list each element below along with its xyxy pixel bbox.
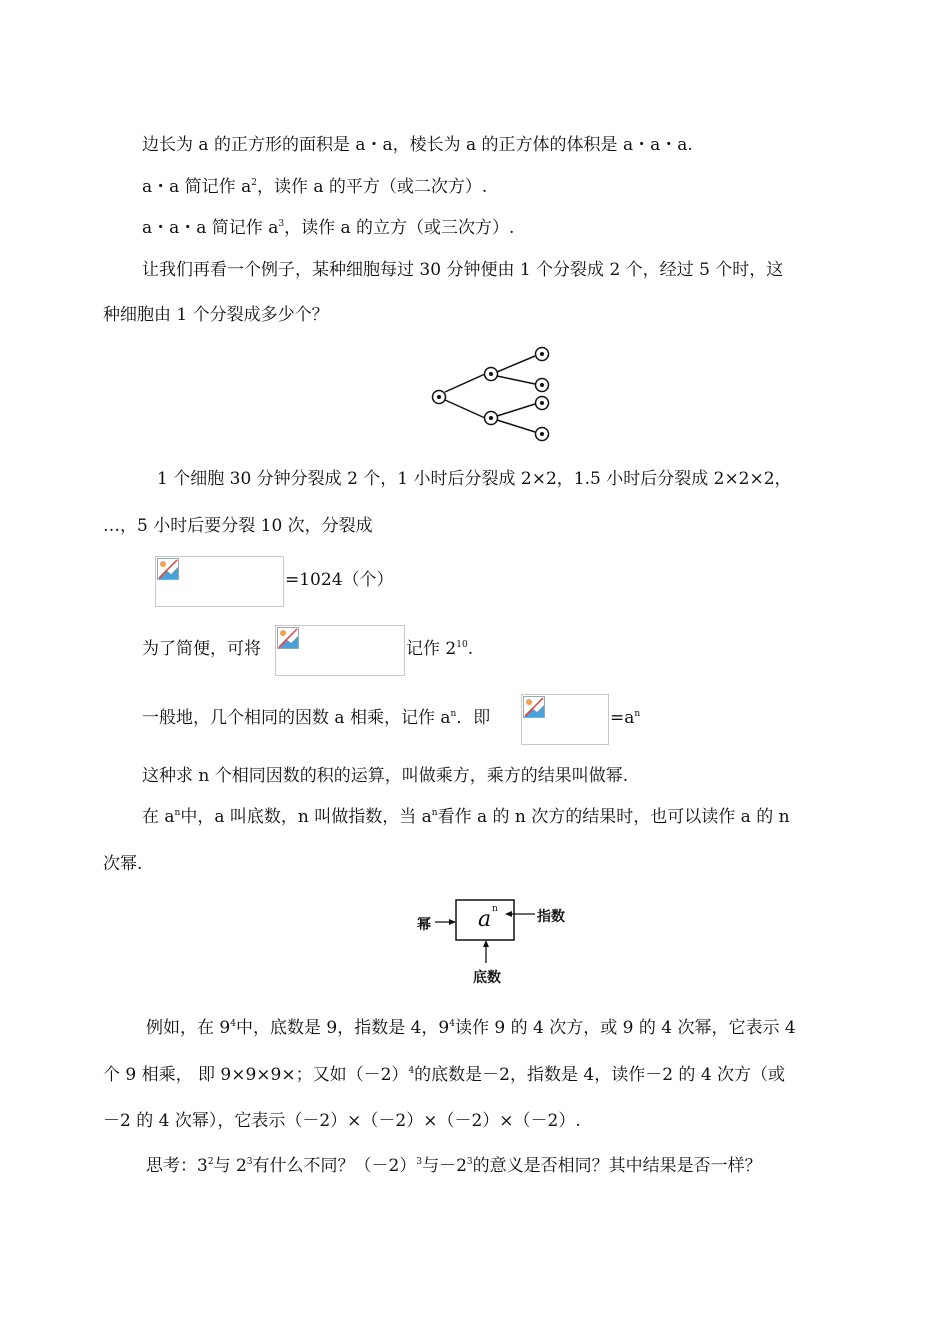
superscript: n [450, 709, 457, 719]
paragraph-example-line2 [103, 1063, 785, 1087]
superscript: 2 [251, 178, 257, 188]
paragraph-terms-line2 [103, 852, 142, 876]
equation-1024 [285, 568, 394, 592]
mi-label: 幂 [417, 917, 431, 933]
text: －2 的 4 次幂），它表示（－2）×（－2）×（－2）×（－2）. [103, 1111, 581, 1131]
text: 例如，在 9 [146, 1018, 231, 1038]
text: 1 个细胞 30 分钟分裂成 2 个，1 小时后分裂成 2×2，1.5 小时后分裂成 2×2×2， [157, 469, 792, 489]
broken-image-icon [277, 627, 299, 649]
paragraph-square-notation [142, 175, 487, 199]
text: 有什么不同？（－2） [252, 1156, 417, 1176]
broken-image-placeholder [521, 694, 609, 745]
text: 与－2 [422, 1156, 467, 1176]
paragraph-cell-example-line1 [142, 258, 783, 282]
superscript: n [174, 808, 181, 818]
superscript: 3 [246, 1157, 253, 1167]
text: 种细胞由 1 个分裂成多少个？ [103, 305, 329, 325]
paragraph-example-line1 [146, 1016, 796, 1040]
broken-image-placeholder [155, 556, 284, 607]
text: =1024（个） [285, 570, 394, 590]
paragraph-division-line2 [103, 514, 373, 538]
text: 看作 a 的 n 次方的结果时，也可以读作 a 的 n [437, 807, 790, 827]
text: 个 9 相乘， 即 9×9×9×；又如（－2） [103, 1065, 409, 1085]
paragraph-square-cube [142, 133, 693, 157]
paragraph-example-line3 [103, 1109, 581, 1133]
text: ．即 [456, 708, 491, 728]
paragraph-simplify-post [406, 637, 473, 661]
superscript: 2 [207, 1157, 214, 1167]
base-symbol: a [478, 907, 492, 932]
text: 中，底数是 9，指数是 4，9 [235, 1018, 450, 1038]
zhishu-label: 指数 [537, 909, 565, 925]
text: 次幂. [103, 854, 143, 874]
superscript: n [431, 808, 438, 818]
broken-image-icon [523, 696, 545, 718]
text: a・a・a 简记作 a [142, 218, 279, 238]
paragraph-cell-example-line2 [103, 303, 329, 327]
text: ，读作 a 的立方（或三次方）. [284, 218, 515, 238]
superscript: 4 [449, 1019, 455, 1029]
equation-an [610, 706, 640, 730]
text: ，读作 a 的平方（或二次方）. [256, 177, 488, 197]
paragraph-terms-line1 [142, 805, 790, 829]
broken-image-icon [157, 558, 179, 580]
text: 让我们再看一个例子，某种细胞每过 30 分钟便由 1 个分裂成 2 个，经过 5 个时，这 [142, 260, 784, 280]
superscript: 3 [416, 1157, 423, 1167]
exponent-symbol: n [492, 904, 498, 914]
text: 为了简便，可将 [142, 639, 261, 659]
paragraph-definition [142, 764, 628, 788]
superscript: 4 [408, 1066, 415, 1076]
text: a・a 简记作 a [142, 177, 252, 197]
text: 一般地，几个相同的因数 a 相乘，记作 a [142, 708, 451, 728]
paragraph-simplify-pre [142, 637, 261, 661]
superscript: 4 [230, 1019, 236, 1029]
text: =a [610, 708, 635, 728]
superscript: 3 [466, 1157, 473, 1167]
paragraph-think [146, 1154, 762, 1178]
superscript: n [634, 709, 641, 719]
text: 记作 2 [406, 639, 457, 659]
text: 的底数是－2，指数是 4，读作－2 的 4 次方（或 [414, 1065, 786, 1085]
text: . [467, 639, 474, 659]
text: 边长为 a 的正方形的面积是 a・a，棱长为 a 的正方体的体积是 a・a・a. [142, 135, 693, 155]
text: 中，a 叫底数，n 叫做指数，当 a [180, 807, 432, 827]
broken-image-placeholder [275, 625, 405, 676]
text: 在 a [142, 807, 175, 827]
power-diagram [415, 895, 585, 990]
text: 与 2 [213, 1156, 247, 1176]
superscript: 3 [278, 219, 285, 229]
paragraph-cube-notation [142, 216, 514, 240]
superscript: 10 [456, 640, 468, 650]
paragraph-division-line1 [157, 467, 792, 491]
text: 思考：3 [146, 1156, 208, 1176]
text: 这种求 n 个相同因数的积的运算，叫做乘方，乘方的结果叫做幂. [142, 766, 629, 786]
text: 读作 9 的 4 次方，或 9 的 4 次幂，它表示 4 [454, 1018, 796, 1038]
text: 的意义是否相同？其中结果是否一样？ [472, 1156, 762, 1176]
text: …，5 小时后要分裂 10 次，分裂成 [103, 516, 373, 536]
dishu-label: 底数 [473, 970, 501, 986]
paragraph-general-pre [142, 706, 490, 730]
cell-division-diagram [425, 340, 560, 448]
